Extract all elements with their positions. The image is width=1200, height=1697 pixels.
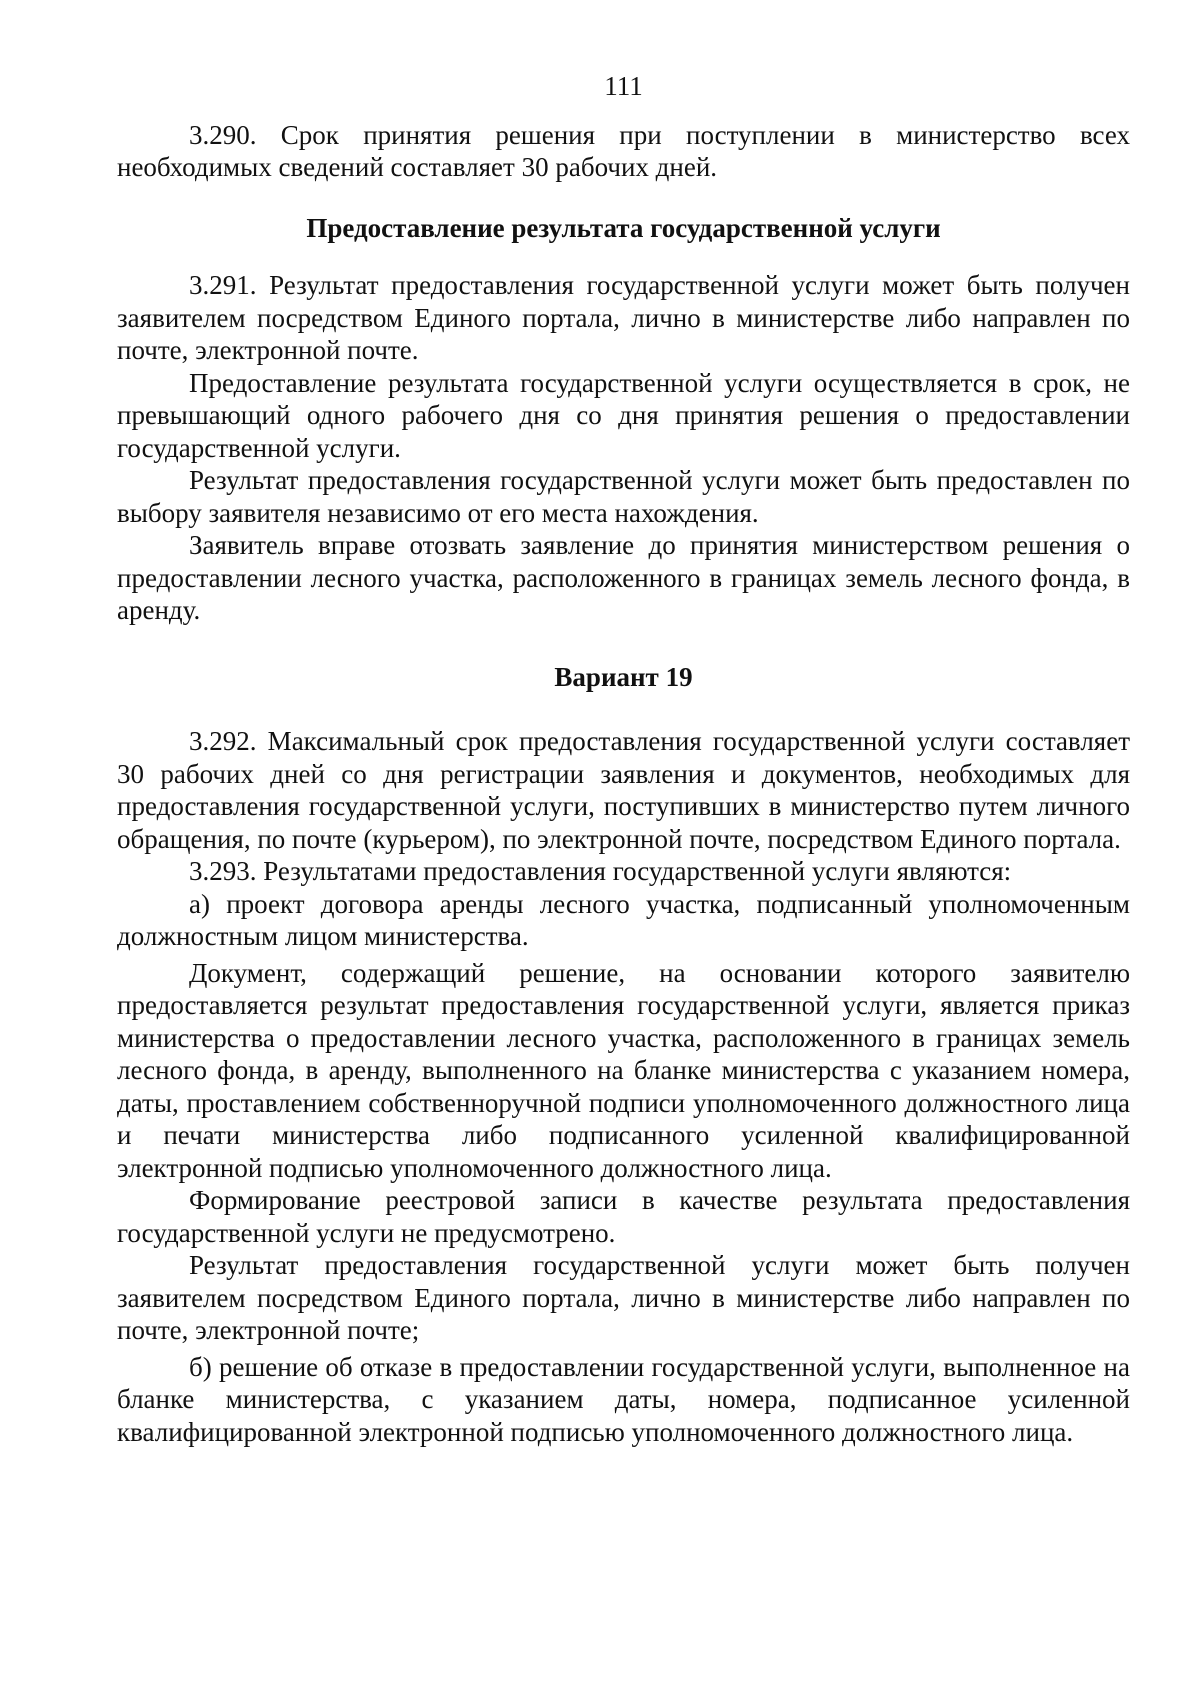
paragraph-receive-result: Результат предоставления государственной услуги может быть получен заявителем посредством Единого портала, лично в министерстве либо направлен по почте, электронной почте; [117,1250,1130,1345]
paragraph-3-291: 3.291. Результат предоставления государственной услуги может быть получен заявителем посредством Единого портала, лично в министерстве либо направлен по почте, электронной почте. [117,270,1130,365]
list-item-a: а) проект договора аренды лесного участка, подписанный уполномоченным должностным лицом министерства. [117,888,1130,951]
list-item-b: б) решение об отказе в предоставлении государственной услуги, выполненное на бланке министерства, с указанием даты, номера, подписанное усиленной квалифицированной электронной подписью уполномоченного должностного лица. [117,1351,1130,1447]
paragraph-withdraw-application: Заявитель вправе отозвать заявление до принятия министерством решения о предоставлении лесного участка, расположенного в границах земель лесного фонда, в аренду. [117,530,1130,625]
paragraph-3-292: 3.292. Максимальный срок предоставления государственной услуги составляет 30 рабочих дней со дня регистрации заявления и документов, необходимых для предоставления государственной услуги, поступивших в министерство путем личного обращения, по почте (курьером), по электронной почте, посредством Единого портала. [117,726,1130,854]
paragraph-3-290: 3.290. Срок принятия решения при поступлении в министерство всех необходимых сведений составляет 30 рабочих дней. [117,119,1130,182]
paragraph-result-location: Результат предоставления государственной услуги может быть предоставлен по выбору заявителя независимо от его места нахождения. [117,465,1130,528]
section-heading-variant-19: Вариант 19 [554,661,693,692]
paragraph-registry-record: Формирование реестровой записи в качестве результата предоставления государственной услуги не предусмотрено. [117,1185,1130,1248]
paragraph-3-293: 3.293. Результатами предоставления государственной услуги являются: [189,856,1012,886]
section-heading-result: Предоставление результата государственной услуги [306,212,941,243]
paragraph-decision-document: Документ, содержащий решение, на основании которого заявителю предоставляется результат предоставления государственной услуги, является приказ министерства о предоставлении лесного участка, расположенного в границах земель лесного фонда, в аренду, выполненного на бланке министерства с указанием номера, даты, проставлением собственноручной подписи уполномоченного должностного лица и печати министерства либо подписанного усиленной квалифицированной электронной подписью уполномоченного должностного лица. [117,957,1130,1183]
paragraph-result-deadline: Предоставление результата государственной услуги осуществляется в срок, не превышающий одного рабочего дня со дня принятия решения о предоставлении государственной услуги. [117,367,1130,463]
document-page [117,70,1130,1448]
page-number: 111 [604,71,643,101]
